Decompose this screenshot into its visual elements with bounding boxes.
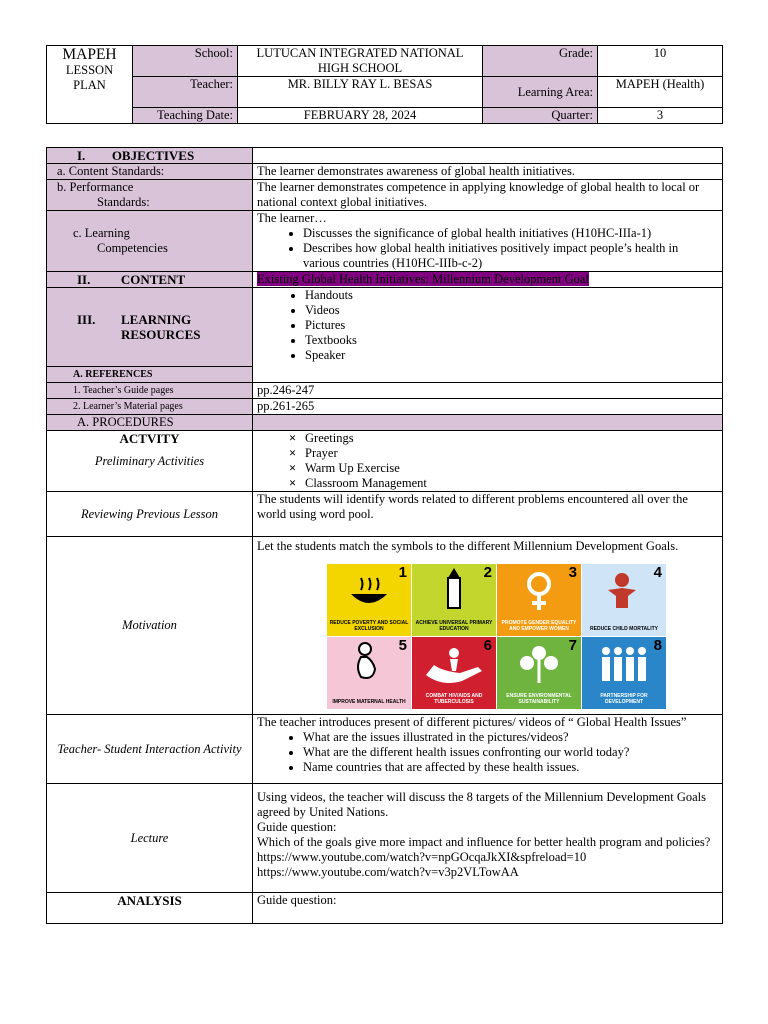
activity-heading: ACTVITY [119, 431, 180, 446]
teachers-guide-value: pp.246-247 [253, 383, 723, 399]
content-standards-label: a. Content Standards: [47, 164, 253, 180]
list-item: • Speaker [305, 348, 718, 363]
objectives-heading-empty [253, 148, 723, 164]
procedures-empty [253, 415, 723, 431]
list-item: • What are the different health issues confronting our world today? [303, 745, 718, 760]
list-item: • Pictures [305, 318, 718, 333]
content-topic: Existing Global Health Initiatives: Millennium Development Goal [257, 272, 589, 286]
performance-label-line1: b. Performance [57, 180, 134, 194]
analysis-label: ANALYSIS [47, 893, 253, 924]
competencies-label-line1: c. Learning [73, 226, 130, 240]
mdg-tile-6-number: 6 [483, 637, 492, 654]
list-item: × Classroom Management [305, 476, 718, 491]
preliminary-cell [47, 431, 253, 492]
mdg-tile-7-label: ENSURE ENVIRONMENTAL SUSTAINABILITY [506, 693, 572, 705]
mdg-tile-8-number: 8 [653, 637, 662, 654]
objectives-heading [47, 148, 253, 164]
lecture-cell [253, 784, 723, 893]
list-item: • Handouts [305, 288, 718, 303]
mdg-tile-7-number: 7 [568, 637, 577, 654]
content-heading-text: CONTENT [120, 272, 186, 287]
school-value: LUTUCAN INTEGRATED NATIONAL HIGH SCHOOL [238, 46, 483, 77]
lecture-line-3: Which of the goals give more impact and influence for better health program and policies? [257, 835, 711, 849]
list-item: × Warm Up Exercise [305, 461, 718, 476]
quarter-value: 3 [598, 108, 723, 124]
learning-resources-heading [47, 288, 253, 367]
procedures-label: A. PROCEDURES [47, 415, 253, 431]
list-item: • Textbooks [305, 333, 718, 348]
mdg-tile-4 [582, 564, 666, 636]
mdg-tile-5 [327, 637, 411, 709]
mdg-tile-1 [327, 564, 411, 636]
mdg-tile-8-label: PARTNERSHIP FOR DEVELOPMENT [600, 693, 648, 705]
interaction-label: Teacher- Student Interaction Activity [47, 715, 253, 784]
quarter-label: Quarter: [483, 108, 598, 124]
teachers-guide-label: 1. Teacher’s Guide pages [47, 383, 253, 399]
header-table [46, 45, 723, 124]
list-item: × Prayer [305, 446, 718, 461]
learning-area-value: MAPEH (Health) [598, 77, 723, 108]
list-item: • Name countries that are affected by these health issues. [303, 760, 718, 775]
lecture-link-1: https://www.youtube.com/watch?v=npGOcqaJkXI&spfreload=10 [257, 850, 587, 864]
lesson-plan-title: LESSON PLAN [65, 63, 114, 92]
content-standards-text: The learner demonstrates awareness of global health initiatives. [253, 164, 723, 180]
reviewing-label: Reviewing Previous Lesson [47, 492, 253, 537]
mapeh-title: MAPEH [62, 46, 117, 63]
list-item: • Discusses the significance of global health initiatives (H10HC-IIIa-1) [303, 226, 718, 241]
list-item: • What are the issues illustrated in the pictures/videos? [303, 730, 718, 745]
interaction-cell [253, 715, 723, 784]
analysis-text: Guide question: [253, 893, 723, 924]
mdg-tile-1-number: 1 [398, 564, 407, 581]
resources-list [257, 288, 718, 363]
lecture-line-1: Using videos, the teacher will discuss the 8 targets of the Millennium Development Goals agreed by United Nations. [257, 790, 706, 819]
teacher-label: Teacher: [133, 77, 238, 108]
mdg-tile-6 [412, 637, 496, 709]
mdg-tile-4-label: REDUCE CHILD MORTALITY [590, 626, 658, 632]
list-item: • Videos [305, 303, 718, 318]
resources-heading-line2: RESOURCES [121, 327, 201, 342]
learners-material-label: 2. Learner’s Material pages [47, 399, 253, 415]
lecture-line-2: Guide question: [257, 820, 337, 834]
lesson-plan-table [46, 147, 723, 924]
mdg-tile-7 [497, 637, 581, 709]
learning-area-label: Learning Area: [483, 77, 598, 108]
resources-heading-line1: LEARNING [121, 312, 192, 327]
objectives-heading-num: I. [77, 148, 86, 163]
grade-label: Grade: [483, 46, 598, 77]
teaching-date-value: FEBRUARY 28, 2024 [238, 108, 483, 124]
preliminary-list [257, 431, 718, 491]
mdg-tile-2-label: ACHIEVE UNIVERSAL PRIMARY EDUCATION [415, 620, 493, 632]
competencies-label-line2: Competencies [97, 241, 168, 255]
school-label: School: [133, 46, 238, 77]
content-heading-num: II. [77, 272, 91, 287]
learning-competencies-cell [253, 211, 723, 272]
resources-heading-num: III. [77, 312, 96, 327]
mdg-tile-5-number: 5 [398, 637, 407, 654]
motivation-cell [253, 537, 723, 715]
interaction-text: The teacher introduces present of different pictures/ videos of “ Global Health Issues” [257, 715, 687, 729]
mdg-tile-2 [412, 564, 496, 636]
objectives-heading-text: OBJECTIVES [111, 148, 195, 163]
lecture-link-2: https://www.youtube.com/watch?v=v3p2VLTowAA [257, 865, 519, 879]
grade-value: 10 [598, 46, 723, 77]
performance-label-line2: Standards: [97, 195, 150, 209]
mdg-tile-3-number: 3 [568, 564, 577, 581]
mdg-symbols-grid [327, 564, 667, 710]
resources-cell [253, 288, 723, 383]
references-label: A. REFERENCES [47, 367, 253, 383]
mdg-tile-3-label: PROMOTE GENDER EQUALITY AND EMPOWER WOMEN [501, 620, 577, 632]
mdg-tile-4-number: 4 [653, 564, 662, 581]
performance-standards-label [47, 180, 253, 211]
list-item: • Describes how global health initiatives positively impact people’s health in various countries (H10HC-IIIb-c-2) [303, 241, 718, 271]
performance-standards-text: The learner demonstrates competence in applying knowledge of global health to local or national context global initiatives. [253, 180, 723, 211]
content-heading [47, 272, 253, 288]
mapeh-title-cell [47, 46, 133, 124]
motivation-text: Let the students match the symbols to the different Millennium Development Goals. [257, 539, 679, 553]
teaching-date-label: Teaching Date: [133, 108, 238, 124]
preliminary-label: Preliminary Activities [94, 454, 205, 468]
competencies-list [257, 226, 718, 271]
interaction-list [257, 730, 718, 775]
lecture-label: Lecture [47, 784, 253, 893]
teacher-value: MR. BILLY RAY L. BESAS [238, 77, 483, 108]
competencies-intro: The learner… [257, 211, 327, 225]
learning-competencies-label [47, 211, 253, 272]
mdg-tile-8 [582, 637, 666, 709]
learners-material-value: pp.261-265 [253, 399, 723, 415]
list-item: × Greetings [305, 431, 718, 446]
mdg-tile-5-label: IMPROVE MATERNAL HEALTH [332, 699, 406, 705]
mdg-tile-6-label: COMBAT HIV/AIDS AND TUBERCULOSIS [425, 693, 483, 705]
reviewing-text: The students will identify words related to different problems encountered all over the world using word pool. [253, 492, 723, 537]
content-cell [253, 272, 723, 288]
preliminary-items-cell [253, 431, 723, 492]
motivation-label: Motivation [47, 537, 253, 715]
mdg-tile-3 [497, 564, 581, 636]
mdg-tile-1-label: REDUCE POVERTY AND SOCIAL EXCLUSION [329, 620, 409, 632]
mdg-tile-2-number: 2 [483, 564, 492, 581]
